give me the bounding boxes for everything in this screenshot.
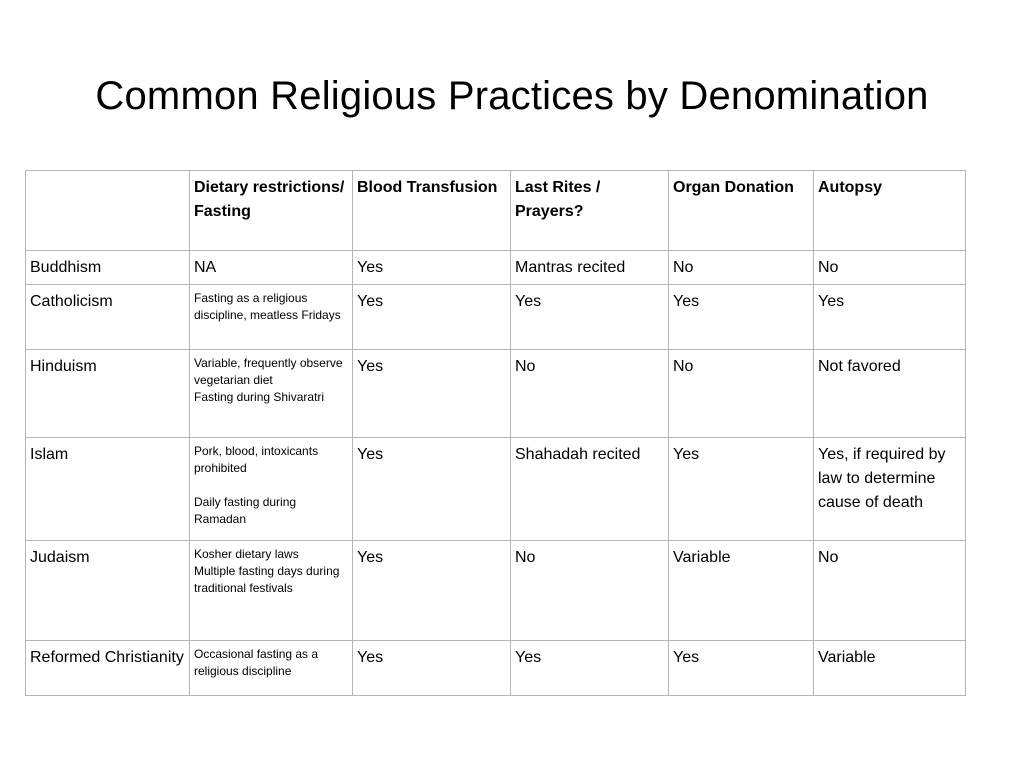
organ-donation-cell: Yes <box>669 438 814 541</box>
table-header-row <box>26 171 966 251</box>
autopsy-cell: No <box>814 541 966 641</box>
organ-donation-cell: Yes <box>669 285 814 350</box>
table-row <box>26 285 966 350</box>
autopsy-cell: Yes <box>814 285 966 350</box>
last-rites-cell: No <box>511 541 669 641</box>
blood-transfusion-cell: Yes <box>353 350 511 438</box>
autopsy-cell: Yes, if required by law to determine cause of death <box>814 438 966 541</box>
last-rites-cell: No <box>511 350 669 438</box>
religion-cell: Buddhism <box>26 251 190 285</box>
blood-transfusion-cell: Yes <box>353 541 511 641</box>
dietary-cell: NA <box>190 251 353 285</box>
dietary-cell: Occasional fasting as a religious discipline <box>190 641 353 696</box>
column-header-dietary: Dietary restrictions/ Fasting <box>190 171 353 251</box>
last-rites-cell: Mantras recited <box>511 251 669 285</box>
column-header-blood-transfusion: Blood Transfusion <box>353 171 511 251</box>
blood-transfusion-cell: Yes <box>353 251 511 285</box>
religion-cell: Reformed Christianity <box>26 641 190 696</box>
table-row <box>26 438 966 541</box>
organ-donation-cell: Variable <box>669 541 814 641</box>
religion-cell: Judaism <box>26 541 190 641</box>
organ-donation-cell: No <box>669 251 814 285</box>
religion-cell: Catholicism <box>26 285 190 350</box>
religion-cell: Islam <box>26 438 190 541</box>
autopsy-cell: Variable <box>814 641 966 696</box>
blood-transfusion-cell: Yes <box>353 285 511 350</box>
last-rites-cell: Yes <box>511 285 669 350</box>
blood-transfusion-cell: Yes <box>353 438 511 541</box>
practices-table <box>25 170 966 696</box>
column-header-organ-donation: Organ Donation <box>669 171 814 251</box>
column-header-autopsy: Autopsy <box>814 171 966 251</box>
table-row <box>26 641 966 696</box>
table-row <box>26 251 966 285</box>
page-title: Common Religious Practices by Denomination <box>95 74 929 118</box>
table-row <box>26 541 966 641</box>
organ-donation-cell: Yes <box>669 641 814 696</box>
dietary-cell: Pork, blood, intoxicants prohibited Daily fasting during Ramadan <box>190 438 353 541</box>
dietary-cell: Variable, frequently observe vegetarian diet Fasting during Shivaratri <box>190 350 353 438</box>
autopsy-cell: Not favored <box>814 350 966 438</box>
blood-transfusion-cell: Yes <box>353 641 511 696</box>
religion-cell: Hinduism <box>26 350 190 438</box>
dietary-cell: Fasting as a religious discipline, meatless Fridays <box>190 285 353 350</box>
last-rites-cell: Yes <box>511 641 669 696</box>
organ-donation-cell: No <box>669 350 814 438</box>
table-row <box>26 350 966 438</box>
column-header-religion <box>26 171 190 251</box>
dietary-cell: Kosher dietary laws Multiple fasting days during traditional festivals <box>190 541 353 641</box>
column-header-last-rites: Last Rites / Prayers? <box>511 171 669 251</box>
autopsy-cell: No <box>814 251 966 285</box>
last-rites-cell: Shahadah recited <box>511 438 669 541</box>
